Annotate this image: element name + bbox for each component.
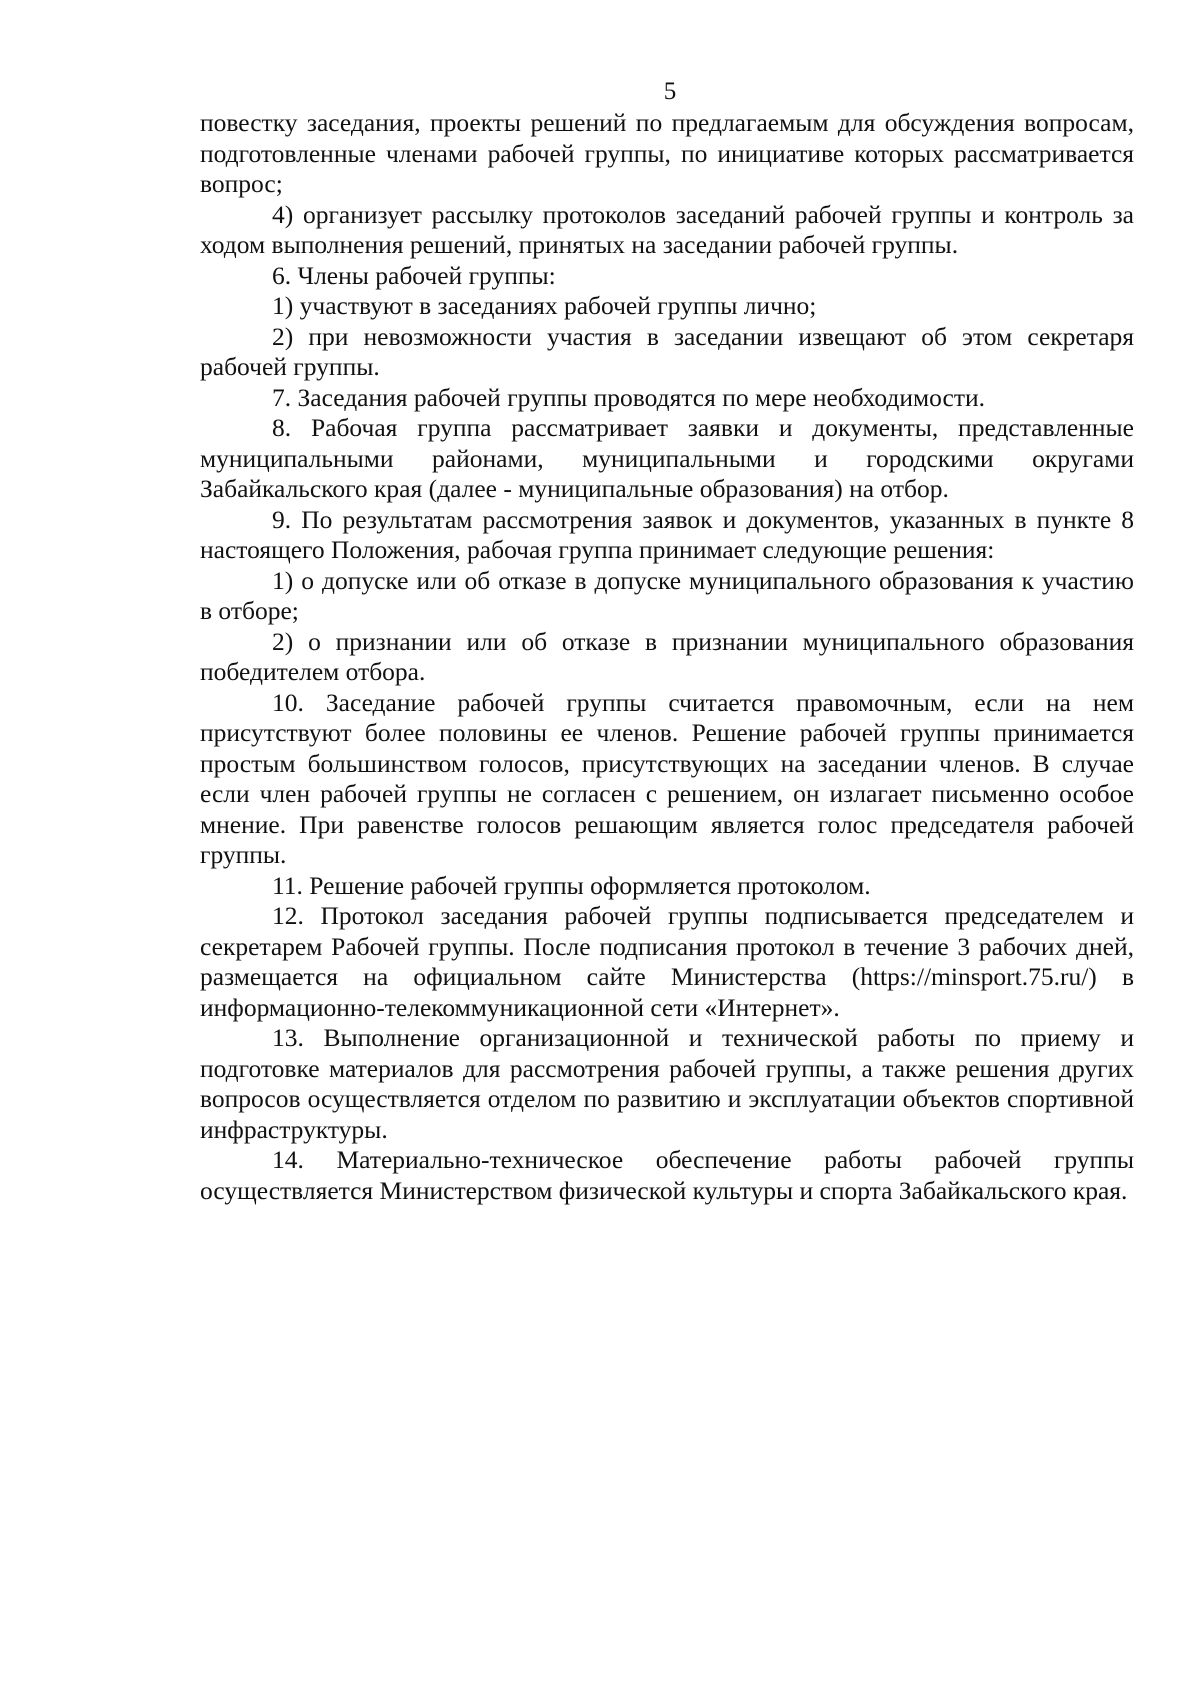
paragraph-section-6-item-2: 2) при невозможности участия в заседании извещают об этом секретаря рабочей группы. — [200, 321, 1134, 381]
paragraph-section-9-item-2: 2) о признании или об отказе в признании муниципального образования победителем отбора. — [200, 626, 1134, 686]
document-body — [200, 108, 1134, 1206]
paragraph-item-4-distribution: 4) организует рассылку протоколов заседаний рабочей группы и контроль за ходом выполнения решений, принятых на заседании рабочей группы. — [200, 199, 1134, 259]
paragraph-section-12: 12. Протокол заседания рабочей группы подписывается председателем и секретарем Рабочей группы. После подписания протокол в течение 3 рабочих дней, размещается на официальном сайте Министерства (https://minsport.75.ru/) в информационно-телекоммуникационной сети «Интернет». — [200, 901, 1134, 1022]
paragraph-section-9-item-1: 1) о допуске или об отказе в допуске муниципального образования к участию в отборе; — [200, 565, 1134, 625]
paragraph-section-7: 7. Заседания рабочей группы проводятся по мере необходимости. — [272, 382, 986, 412]
paragraph-agenda-continuation: повестку заседания, проекты решений по предлагаемым для обсуждения вопросам, подготовленные членами рабочей группы, по инициативе которых рассматривается вопрос; — [200, 108, 1134, 198]
paragraph-section-10: 10. Заседание рабочей группы считается правомочным, если на нем присутствуют более половины ее членов. Решение рабочей группы принимается простым большинством голосов, присутствующих на заседании членов. В случае если член рабочей группы не согласен с решением, он излагает письменно особое мнение. При равенстве голосов решающим является голос председателя рабочей группы. — [200, 687, 1134, 869]
paragraph-section-9: 9. По результатам рассмотрения заявок и документов, указанных в пункте 8 настоящего Положения, рабочая группа принимает следующие решения: — [200, 504, 1134, 564]
paragraph-section-6-item-1: 1) участвуют в заседаниях рабочей группы лично; — [272, 291, 817, 320]
paragraph-section-13: 13. Выполнение организационной и технической работы по приему и подготовке материалов для рассмотрения рабочей группы, а также решения других вопросов осуществляется отделом по развитию и эксплуатации объектов спортивной инфраструктуры. — [200, 1023, 1134, 1144]
paragraph-section-6-members: 6. Члены рабочей группы: — [272, 260, 556, 290]
page-number: 5 — [663, 78, 677, 105]
paragraph-section-8: 8. Рабочая группа рассматривает заявки и документы, представленные муниципальными районами, муниципальными и городскими округами Забайкальского края (далее - муниципальные образования) на отбор. — [200, 413, 1134, 503]
paragraph-section-11: 11. Решение рабочей группы оформляется протоколом. — [272, 870, 871, 900]
paragraph-section-14: 14. Материально-техническое обеспечение работы рабочей группы осуществляется Министерством физической культуры и спорта Забайкальского края. — [200, 1145, 1134, 1205]
